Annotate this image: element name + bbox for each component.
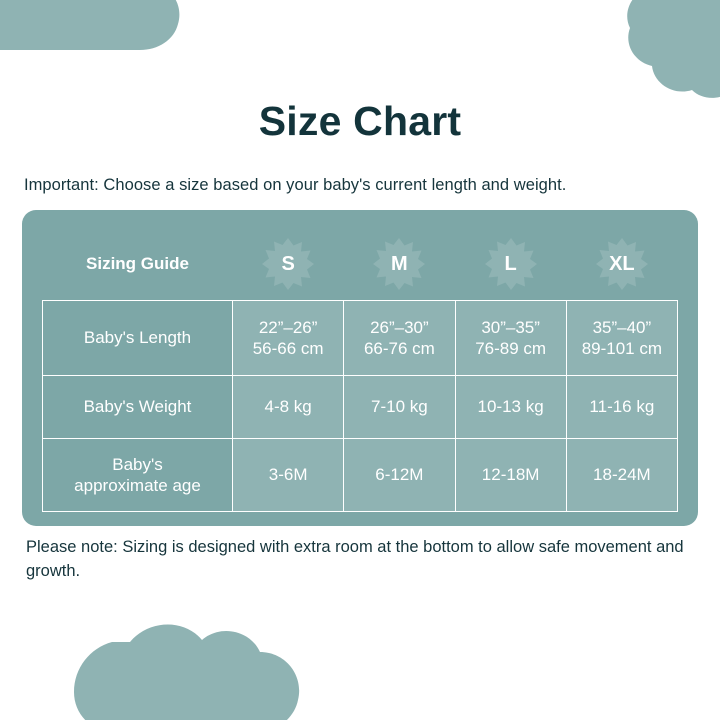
cell-line-2: 66-76 cm [363,339,435,358]
cell-length-m [344,301,455,376]
table-row [43,301,678,376]
cell-line-1: 35”–40” [592,317,652,337]
size-table-card [22,210,698,526]
size-table [42,228,678,512]
cell-age-s: 3-6M [233,439,344,512]
row-label-line-1: Baby's [112,454,163,474]
size-label-m: M [391,252,408,275]
cell-line-1: 26”–30” [370,317,429,337]
important-note: Important: Choose a size based on your baby's current length and weight. [24,176,567,194]
cell-line-2: 76-89 cm [475,339,547,358]
size-label-l: L [504,252,517,275]
size-header-m [344,228,455,301]
cell-weight-xl: 11-16 kg [566,376,677,439]
table-row [43,439,678,512]
table-header-row [43,228,678,301]
size-header-l [455,228,566,301]
cell-weight-l: 10-13 kg [455,376,566,439]
page-title: Size Chart [258,98,462,144]
size-header-xl [566,228,677,301]
cell-age-m: 6-12M [344,439,455,512]
cell-weight-s: 4-8 kg [233,376,344,439]
cell-line-2: 89-101 cm [581,339,663,358]
cell-line-1: 30”–35” [481,317,540,337]
row-label-line-2: approximate age [74,476,201,495]
row-label-length: Baby's Length [43,301,233,376]
cell-length-xl [566,301,677,376]
row-label-age [43,439,233,512]
size-header-s [233,228,344,301]
size-label-xl: XL [609,252,635,275]
cell-length-s [233,301,344,376]
cell-age-l: 12-18M [455,439,566,512]
footer-note: Please note: Sizing is designed with extra room at the bottom to allow safe movement and growth. [26,538,684,580]
cell-weight-m: 7-10 kg [344,376,455,439]
cell-length-l [455,301,566,376]
cell-line-1: 22”–26” [258,317,318,337]
cloud-blob-bottom-left-icon [72,618,302,720]
cell-line-2: 56-66 cm [252,339,324,358]
row-label-weight: Baby's Weight [43,376,233,439]
cell-age-xl: 18-24M [566,439,677,512]
table-row [43,376,678,439]
sizing-guide-label: Sizing Guide [86,254,189,274]
size-label-s: S [281,252,295,275]
